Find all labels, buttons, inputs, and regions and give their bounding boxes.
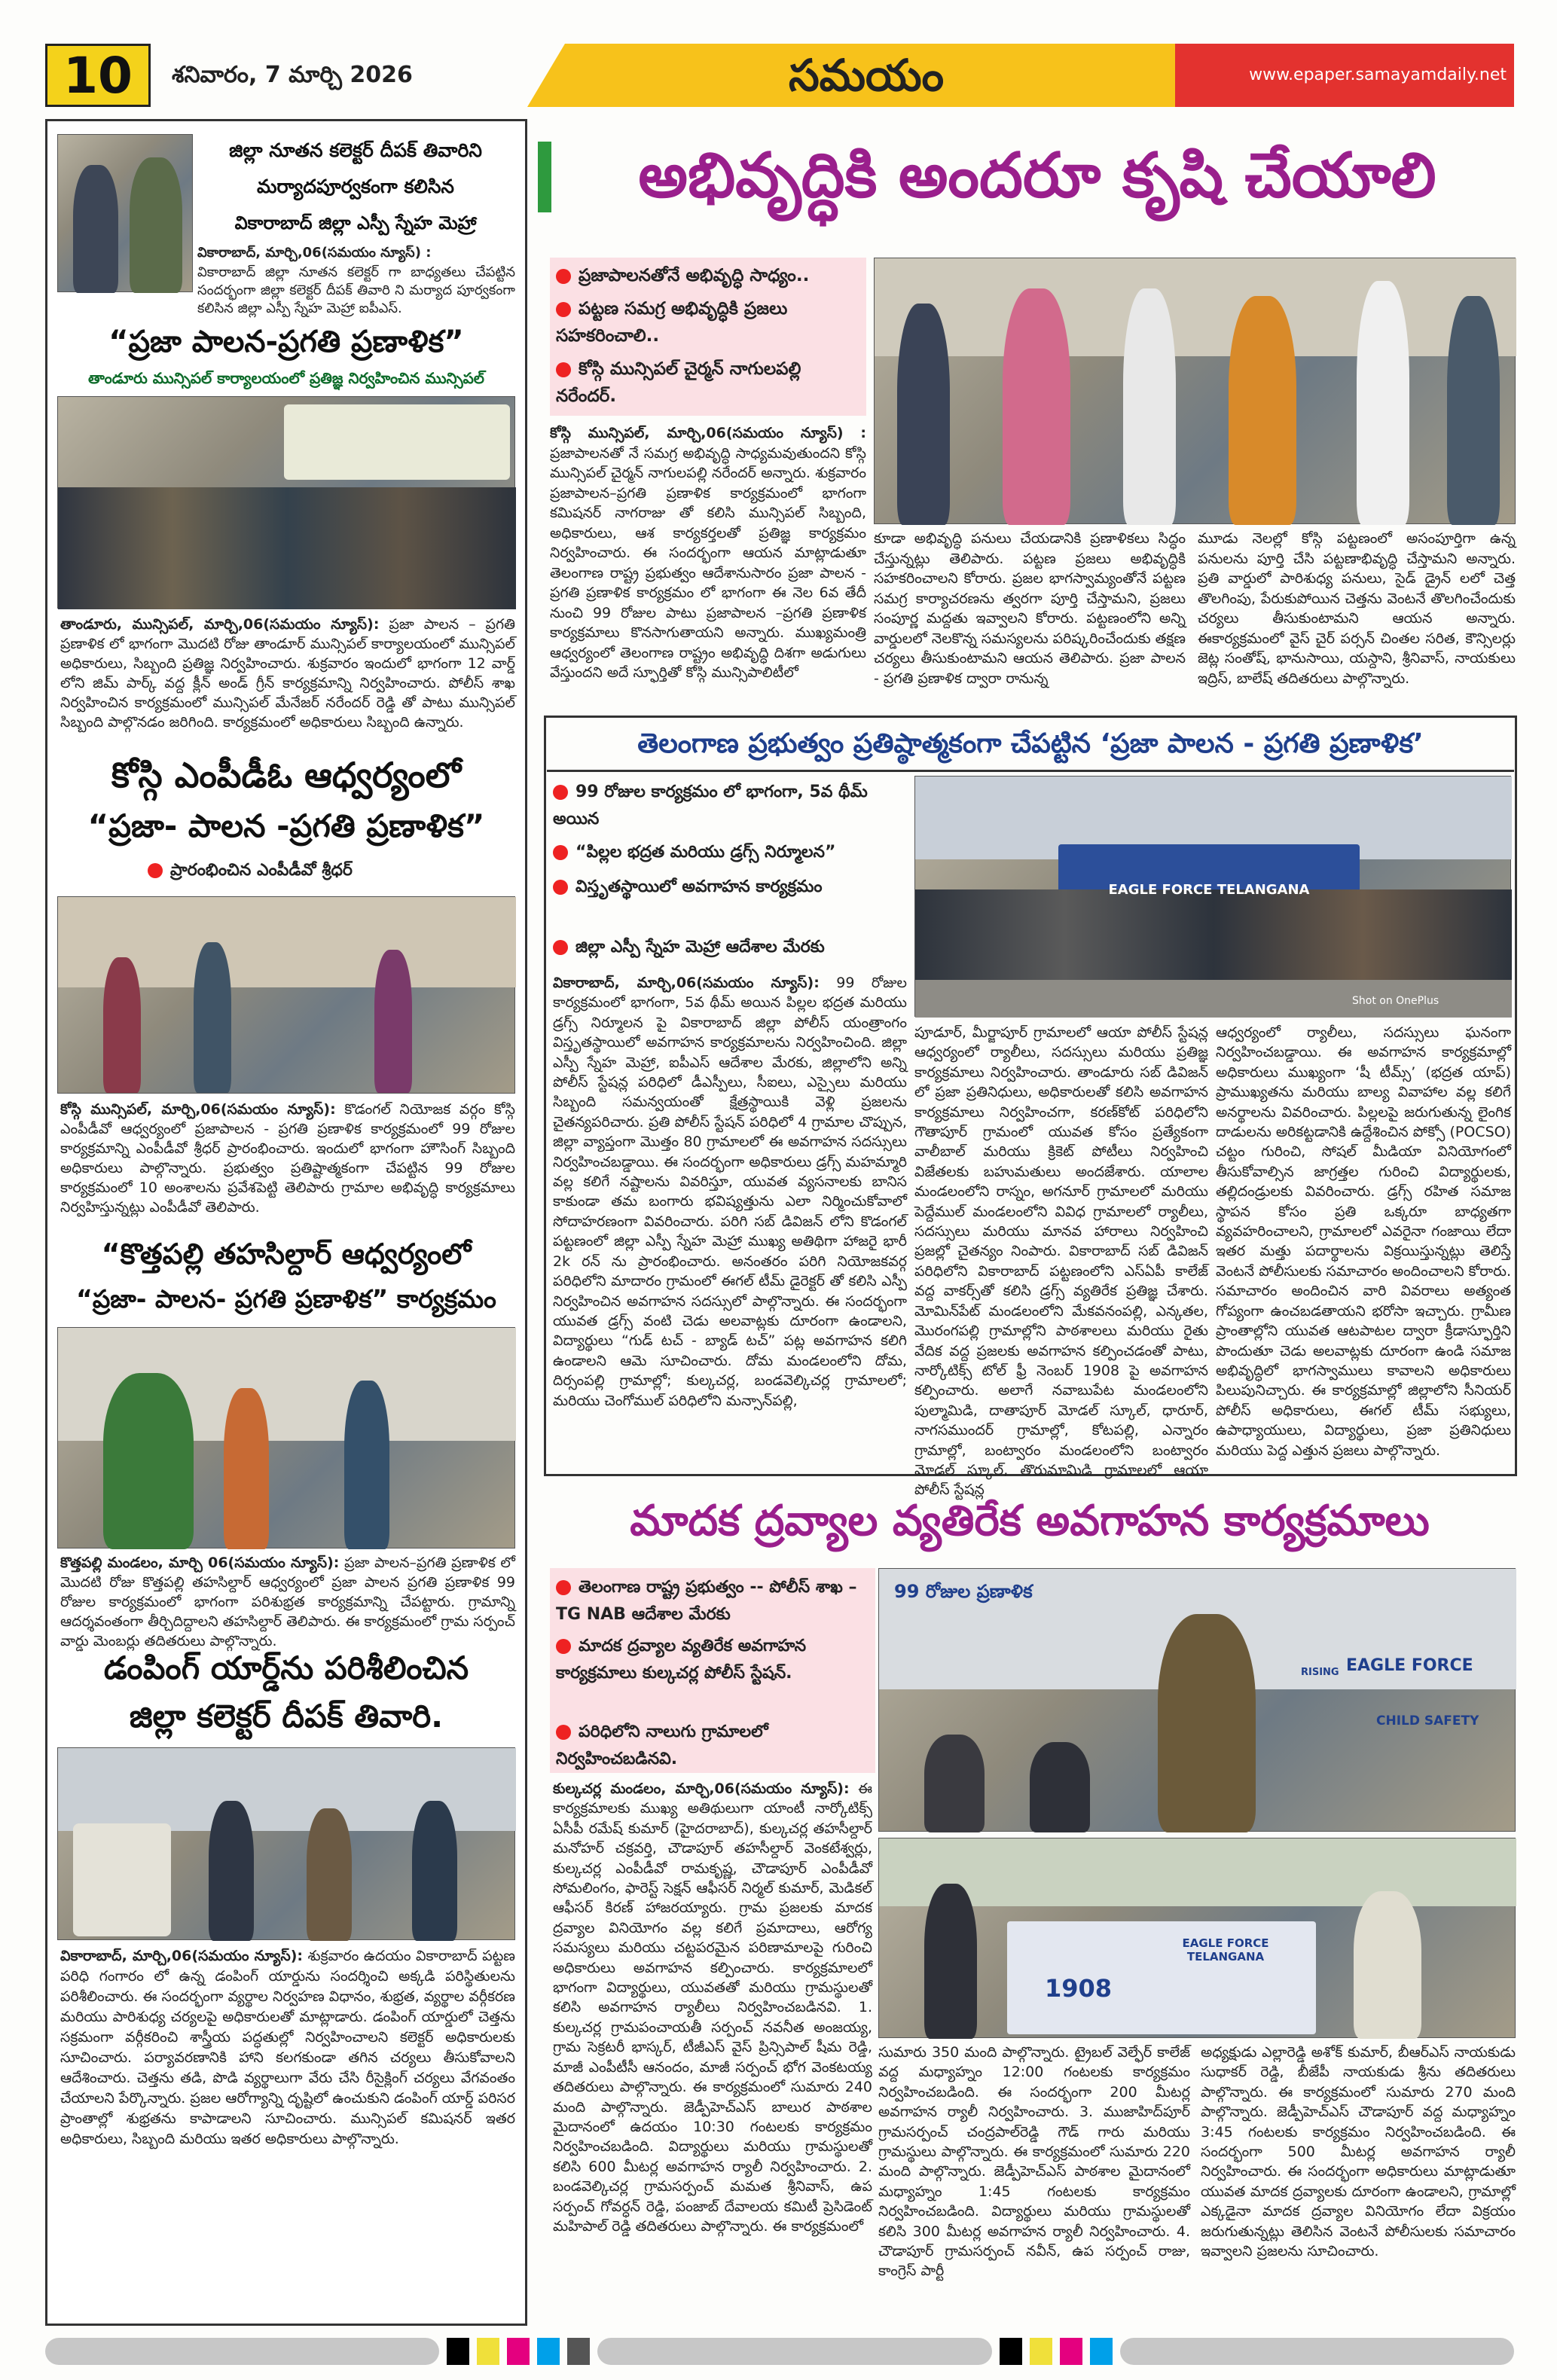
a3-photo-child-banner: CHILD SAFETY	[1376, 1713, 1479, 1729]
registration-gray-pill	[45, 2338, 439, 2365]
a2-photo-rally	[914, 776, 1511, 1017]
bullet-dot-icon	[553, 880, 568, 895]
a3-bullet-1	[556, 1574, 872, 1630]
bullet-dot-icon	[553, 785, 568, 800]
bullet-dot-icon	[553, 845, 568, 860]
registration-gray-pill-3	[1120, 2338, 1514, 2365]
s2-body	[60, 615, 515, 755]
s3-bullet-text: ప్రారంభించిన ఎంపీడీవో శ్రీధర్	[170, 861, 353, 880]
a1-bullet-3-text: కోస్గి మున్సిపల్ చైర్మన్ నాగులపల్లి నరేందర్.	[556, 359, 801, 406]
bullet-dot-icon	[553, 940, 568, 955]
a2-bullet-4	[553, 934, 907, 964]
newspaper-brand: సమయం	[788, 50, 945, 101]
a3-bullet-2-text: మాదక ద్రవ్యాల వ్యతిరేక అవగాహన కార్యక్రమాలు కుల్కచర్ల పోలీస్ స్టేషన్.	[556, 1637, 807, 1683]
bullet-dot-icon	[556, 302, 571, 317]
s2-title: “ప్రజా పాలన-ప్రగతి ప్రణాళిక”	[108, 325, 464, 359]
bullet-dot-icon	[556, 269, 571, 284]
a3-photo-top-banner: 99 రోజుల ప్రణాళిక	[894, 1581, 1033, 1602]
s3-body-text: కొడంగల్ నియోజక వర్గం కోస్గి ఎంపీడీవో ఆధ్వర్యంలో ప్రజాపాలన - ప్రగతి ప్రణాళిక కార్యక్రమంలో 99 రోజుల కార్యక్రమాన్ని ఎంపీడీవో శ్రీధర్ ప్రారంభించారు. ఇందులో భాగంగా హౌసింగ్ సిబ్బంది అధికారులు పాల్గొన్నారు. ప్రభుత్వం ప్రతిష్టాత్మకంగా చేపట్టిన 99 రోజుల కార్యక్రమంలో 10 అంశాలను ప్రవేశపెట్టి తెలిపారు గ్రామాల అభివృద్ధి కార్యక్రమాలు నిర్వహిస్తున్నట్లు ఎంపీడీవో తెలిపారు.	[60, 1101, 516, 1216]
a3-dateline: కుల్కచర్ల మండలం, మార్చి,06(సమయం న్యూస్):	[553, 1780, 850, 1797]
a1-bullet-3	[556, 355, 865, 411]
s4-title-line2: “ప్రజా- పాలన- ప్రగతి ప్రణాళిక” కార్యక్రమం	[76, 1284, 496, 1314]
a2-headline: తెలంగాణ ప్రభుత్వం ప్రతిష్ఠాత్మకంగా చేపట్టిన ‘ప్రజా పాలన - ప్రగతి ప్రణాళిక’	[637, 728, 1424, 759]
a2-bullet-2-text: “పిల్లల భద్రత మరియు డ్రగ్స్ నిర్మూలన”	[575, 843, 836, 862]
a2-divider	[547, 770, 1514, 772]
registration-black	[447, 2338, 469, 2365]
header-band-slant	[527, 44, 565, 107]
a3-photo-bottom-banner: EAGLE FORCE TELANGANA	[1182, 1936, 1269, 1964]
s2-subtitle: తాండూరు మున్సిపల్ కార్యాలయంలో ప్రతిజ్ఞ నిర్వహించిన మున్సిపల్	[88, 369, 484, 387]
s3-title-line2: “ప్రజా- పాలన -ప్రగతి ప్రణాళిక”	[87, 807, 485, 844]
s3-body	[60, 1100, 515, 1229]
bullet-dot-icon	[556, 362, 571, 377]
a3-bullet-3-text: పరిధిలోని నాలుగు గ్రామాలలో నిర్వహించబడినవి.	[556, 1722, 768, 1768]
a2-column-1	[553, 973, 907, 1469]
a1-bullet-1	[556, 262, 865, 292]
s1-dateline: వికారాబాద్, మార్చి,06(సమయం న్యూస్) :	[197, 245, 432, 261]
a2-bullet-3-text: విస్తృతస్థాయిలో అవగాహన కార్యక్రమం	[575, 877, 823, 896]
a3-photo-group	[878, 1838, 1516, 2038]
issue-date: శనివారం, 7 మార్చి 2026	[172, 62, 413, 88]
s4-title-line1: “కొత్తపల్లి తహసిల్దార్ ఆధ్వర్యంలో	[101, 1237, 472, 1271]
s4-dateline: కొత్తపల్లి మండలం, మార్చి 06(సమయం న్యూస్):	[60, 1555, 340, 1571]
a3-photo-rising-banner: RISING	[1301, 1667, 1339, 1678]
a3-column-3: అధ్యక్షుడు ఎల్లారెడ్డి అశోక్ కుమార్, బీఆర్ఎస్ నాయకుడు సుధాకర్ రెడ్డి, బీజేపీ నాయకుడు శ్రీను తదితరులు పాల్గొన్నారు. ఈ కార్యక్రమంలో సుమారు 270 మంది పాల్గొన్నారు. జెడ్పీహెచ్ఎస్ చౌడాపూర్ వద్ద మధ్యాహ్నం 3:45 గంటలకు కార్యక్రమం నిర్వహించబడింది. ఈ సందర్భంగా 500 మీటర్ల అవగాహన ర్యాలీ నిర్వహించారు. ఈ సందర్భంగా అధికారులు మాట్లాడుతూ యువత మాదక ద్రవ్యాలకు దూరంగా ఉండాలని, గ్రామాల్లో ఎక్కడైనా మాదక ద్రవ్యాల వినియోగం లేదా విక్రయం జరుగుతున్నట్లు తెలిసిన వెంటనే పోలీసులకు సమాచారం ఇవ్వాలని ప్రజలను సూచించారు.	[1201, 2044, 1516, 2260]
dumping-yard-photo	[57, 1747, 515, 1940]
s1-title-line2: మర్యాదపూర్వకంగా కలిసిన	[257, 175, 454, 197]
a3-column-2: సుమారు 350 మంది పాల్గొన్నారు. ట్రైబల్ వెల్ఫేర్ కాలేజ్ వద్ద మధ్యాహ్నం 12:00 గంటలకు కార్యక్రమం నిర్వహించబడింది. ఈ సందర్భంగా 200 మీటర్ల అవగాహన ర్యాలీ నిర్వహించారు. 3. ముజాహిద్‌పూర్ గ్రామసర్పంచ్ చంద్రపాల్‌రెడ్డి గౌడ్ గారు మరియు గ్రామస్థులు పాల్గొన్నారు. ఈ కార్యక్రమంలో సుమారు 220 మంది పాల్గొన్నారు. జెడ్పీహెచ్ఎస్ పాఠశాల మైదానంలో మధ్యాహ్నం 1:45 గంటలకు కార్యక్రమం నిర్వహించబడింది. విద్యార్థులు మరియు గ్రామస్థులతో కలిసి 300 మీటర్ల అవగాహన ర్యాలీ నిర్వహించారు. 4. చౌడాపూర్ గ్రామసర్పంచ్ నవీన్, ఉప సర్పంచ్ రాజు, కాంగ్రెస్ పార్టీ	[878, 2044, 1190, 2280]
s4-body	[60, 1553, 515, 1651]
a3-photo-speaker	[878, 1568, 1516, 1832]
a3-bullet-2	[556, 1633, 872, 1717]
a2-photo-stamp: Shot on OnePlus	[1352, 995, 1439, 1007]
main-headline: అభివృద్ధికి అందరూ కృషి చేయాలి	[638, 140, 1436, 212]
a2-bullet-4-text: జిల్లా ఎస్పీ స్నేహ మెహ్రా ఆదేశాల మేరకు	[575, 938, 825, 957]
s5-title-line1: డంపింగ్ యార్డ్‌ను పరిశీలించిన	[103, 1649, 469, 1686]
a1-column-2: కూడా అభివృద్ధి పనులు చేయడానికి ప్రణాళికలు సిద్ధం చేస్తున్నట్లు తెలిపారు. పట్టణ ప్రజలు అభివృద్ధికి సహకరించాలని కోరారు. ప్రజల భాగస్వామ్యంతోనే పట్టణ సమగ్ర కార్యాచరణను త్వరగా పూర్తి చేస్తామని, ప్రజలు సంపూర్ణ మద్దతు ఇవ్వాలని కోరారు. పట్టణంలోని అన్ని వార్డులలో నెలకొన్న సమస్యలను పరిష్కరించేందుకు తక్షణ చర్యలు తీసుకుంటామని ఆయన తెలిపారు. ప్రజా పాలన - ప్రగతి ప్రణాళిక ద్వారా రానున్న	[874, 530, 1186, 687]
a3-bullet-3	[556, 1719, 872, 1774]
a1-bullet-2-text: పట్టణ సమగ్ర అభివృద్ధికి ప్రజలు సహకరించాలి..	[556, 299, 788, 346]
bullet-dot-icon	[556, 1725, 571, 1740]
print-registration-bar	[45, 2338, 1514, 2365]
a3-column-1	[553, 1779, 872, 2315]
s1-body: వికారాబాద్ జిల్లా నూతన కలెక్టర్ గా బాధ్యతలు చేపట్టిన సందర్భంగా జిల్లా కలెక్టర్ దీపక్ తివారి ని మర్యాద పూర్వకంగా కలిసిన జిల్లా ఎస్పీ స్నేహ మెహ్రా ఐపీఎస్.	[197, 264, 515, 316]
a2-bullet-3	[553, 874, 907, 931]
a2-photo-banner: EAGLE FORCE TELANGANA	[1108, 882, 1310, 898]
a2-bullet-2	[553, 839, 907, 869]
s2-body-text: ప్రజా పాలన – ప్రగతి ప్రణాళిక లో భాగంగా మొదటి రోజు తాండూర్ మున్సిపల్ కార్యాలయంలో మున్సిపల్ అధికారులు, సిబ్బంది ప్రతిజ్ఞ నిర్వహించారు. శుక్రవారం ఇందులో భాగంగా 12 వార్డ్ లోని జిమ్ పార్క్ వద్ద క్లీన్ అండ్ గ్రీన్ కార్యక్రమాన్ని నిర్వహించారు. పోలీస్ శాఖ నిర్వహించిన కార్యక్రమంలో మున్సిపల్ మేనేజర్ నరేందర్ రెడ్డి తో పాటు మున్సిపల్ సిబ్బంది పాల్గొనడం జరిగింది. కార్యక్రమంలో అధికారులు సిబ్బంది ఉన్నారు.	[60, 616, 515, 731]
registration-gray	[567, 2338, 590, 2365]
a2-column-2: పూడూర్, మీర్జాపూర్ గ్రామాలలో ఆయా పోలీస్ స్టేషన్ల ఆధ్వర్యంలో ర్యాలీలు, సదస్సులు మరియు ప్రతిజ్ఞ కార్యక్రమాలు నిర్వహించారు. తాండూరు సబ్ డివిజన్ లో ప్రజా ప్రతినిధులు, అధికారులతో కలిసి అవగాహన కార్యక్రమాలు నిర్వహించగా, కరణ్‌కోట్ పరిధిలోని గౌతాపూర్ గ్రామంలో యువత కోసం ప్రత్యేకంగా వాలీబాల్ మరియు క్రికెట్ పోటీలు నిర్వహించి విజేతలకు బహుమతులు అందజేశారు. యాలాల మండలంలోని రాస్నం, అగనూర్ గ్రామాలలో మరియు పెద్దేముల్ మండలంలోని వివిధ గ్రామాలలో ర్యాలీలు, సదస్సులు మరియు మానవ హారాలు నిర్వహించి ప్రజల్లో చైతన్యం నింపారు. వికారాబాద్ సబ్ డివిజన్ పరిధిలోని వికారాబాద్ పట్టణంలోని ఎస్ఏపీ కాలేజ్ వద్ద వాకర్స్‌తో కలిసి డ్రగ్స్ వ్యతిరేక ప్రతిజ్ఞ చేశారు. మోమిన్‌పేట్ మండలంలోని మేకవనంపల్లి, ఎన్కతల, మొరంగపల్లి గ్రామాల్లోని పాఠశాలలు మరియు రైతు వేదిక వద్ద ప్రజలకు అవగాహన కల్పించడంతో పాటు, నార్కోటిక్స్ టోల్ ఫ్రీ నెంబర్ 1908 పై అవగాహన కల్పించారు. అలాగే నవాబుపేట మండలంలోని పుల్మామిడి, దాతాపూర్ మోడల్ స్కూల్, ధారూర్, నాగసముందర్ గ్రామాల్లో, కోటపల్లి, ఎన్నారం గ్రామాల్లో, బంట్వారం మండలంలోని బంట్వారం మోడల్ స్కూల్, తొరుమామిడి గ్రామాలలో ఆయా పోలీస్ స్టేషన్ల	[914, 1024, 1208, 1499]
a2-column-3: ఆధ్వర్యంలో ర్యాలీలు, సదస్సులు ఘనంగా నిర్వహించబడ్డాయి. ఈ అవగాహన కార్యక్రమాల్లో అధికారులు ముఖ్యంగా ‘షీ టీమ్స్’ (భద్రత యాప్) ప్రాముఖ్యతను మరియు బాల్య వివాహాల వల్ల కలిగే అనర్థాలను వివరించారు. పిల్లలపై జరుగుతున్న లైంగిక దాడులను అరికట్టడానికి ఉద్దేశించిన పోక్సో (POCSO) చట్టం గురించి, సోషల్ మీడియా వినియోగంలో తీసుకోవాల్సిన జాగ్రత్తల గురించి విద్యార్థులకు, తల్లిదండ్రులకు వివరించారు. డ్రగ్స్ రహిత సమాజ స్థాపన కోసం ప్రతి ఒక్కరూ బాధ్యతగా వ్యవహరించాలని, గ్రామాలలో ఎవరైనా గంజాయి లేదా ఇతర మత్తు పదార్థాలను విక్రయిస్తున్నట్లు తెలిస్తే వెంటనే పోలీసులకు సమాచారం అందించాలని కోరారు. సమాచారం అందించిన వారి వివరాలు అత్యంత గోప్యంగా ఉంచబడతాయని భరోసా ఇచ్చారు. గ్రామీణ ప్రాంతాల్లోని యువత ఆటపాటల ద్వారా క్రీడాస్ఫూర్తిని పొందుతూ చెడు అలవాట్లకు దూరంగా ఉండి సమాజ అభివృద్ధిలో భాగస్వాములు కావాలని అధికారులు పిలుపునిచ్చారు. ఈ కార్యక్రమాల్లో జిల్లాలోని సీనియర్ పోలీస్ అధికారులు, ఈగల్ టీమ్ సభ్యులు, ఉపాధ్యాయులు, విద్యార్థులు, ప్రజా ప్రతినిధులు మరియు పెద్ద ఎత్తున ప్రజలు పాల్గొన్నారు.	[1216, 1024, 1511, 1459]
headline-accent-bar	[538, 142, 551, 212]
registration-cyan	[537, 2338, 560, 2365]
registration-cyan-2	[1090, 2338, 1113, 2365]
a1-dateline: కోస్గి మున్సిపల్, మార్చి,06(సమయం న్యూస్) :	[550, 425, 866, 441]
page-number: 10	[45, 44, 151, 107]
a3-bullet-1-text: తెలంగాణ రాష్ట్ర ప్రభుత్వం -- పోలీస్ శాఖ – TG NAB ఆదేశాల మేరకు	[556, 1578, 857, 1624]
a3-col1-text: ఈ కార్యక్రమాలకు ముఖ్య అతిథులుగా యాంటీ నార్కోటిక్స్ ఏసీపీ రమేష్ కుమార్ (హైదరాబాద్), కుల్కచర్ల తహసీల్దార్ మనోహర్ చక్రవర్తి, చౌడాపూర్ తహసీల్దార్ వెంకటేశ్వర్లు, కుల్కచర్ల ఎంపీడీవో రామకృష్ణ, చౌడాపూర్ ఎంపీడీవో సోమలింగం, ఫారెస్ట్ సెక్షన్ ఆఫీసర్ నిర్మల్ కుమార్, మెడికల్ ఆఫీసర్ కిరణ్ హాజరయ్యారు. గ్రామ ప్రజలకు మాదక ద్రవ్యాల వినియోగం వల్ల కలిగే ప్రమాదాలు, ఆరోగ్య సమస్యలు మరియు చట్టపరమైన పరిణామాలపై గురించి అధికారులు అవగాహన కల్పించారు. కార్యక్రమాలలో భాగంగా విద్యార్థులు, యువతతో మరియు గ్రామస్థులతో కలిసి అవగాహన ర్యాలీలు నిర్వహించబడినవి. 1. కుల్కచర్ల గ్రామపంచాయతీ సర్పంచ్ నవనీత అంజయ్య, గ్రామ సెక్రటరీ భాస్కర్, టీజీఎస్ వైస్ ప్రిన్సిపాల్ షీమ రెడ్డి, మాజీ ఎంపీటీసీ ఆనందం, మాజీ సర్పంచ్ భోగ వెంకటయ్య తదితరులు పాల్గొన్నారు. ఈ కార్యక్రమంలో సుమారు 240 మంది పాల్గొన్నారు. జెడ్పీహెచ్ఎస్ బాలుర పాఠశాల మైదానంలో ఉదయం 10:30 గంటలకు కార్యక్రమం నిర్వహించబడింది. విద్యార్థులు మరియు గ్రామస్థులతో కలిసి 600 మీటర్ల అవగాహన ర్యాలీ నిర్వహించారు. 2. బండవెల్కిచర్ల గ్రామసర్పంచ్ మమత శ్రీనివాస్, ఉప సర్పంచ్ గోవర్ధన్ రెడ్డి, పంజాబ్ దేవాలయ కమిటీ ప్రెసిడెంట్ మహిపాల్ రెడ్డి తదితరులు పాల్గొన్నారు. ఈ కార్యక్రమంలో	[553, 1780, 872, 2235]
pledge-photo	[57, 396, 515, 609]
registration-gray-pill-2	[597, 2338, 991, 2365]
a1-bullet-1-text: ప్రజాపాలనతోనే అభివృద్ధి సాధ్యం..	[579, 266, 810, 285]
a3-photo-helpline: 1908	[1045, 1974, 1113, 2003]
a2-dateline: వికారాబాద్, మార్చి,06(సమయం న్యూస్):	[553, 975, 820, 991]
bullet-dot-icon	[556, 1580, 571, 1595]
bullet-dot-icon	[148, 863, 163, 878]
a2-bullet-1-text: 99 రోజుల కార్యక్రమం లో భాగంగా, 5వ థీమ్ అయిన	[553, 783, 868, 828]
a1-column-3: మూడు నెలల్లో కోస్గి పట్టణంలో అసంపూర్తిగా ఉన్న పనులను పూర్తి చేసి పట్టణాభివృద్ధి చేస్తామని అన్నారు. ప్రతి వార్డులో పారిశుధ్య పనులు, సైడ్ డ్రైన్ లలో చెత్త తొలగింపు, పేరుకుపోయిన చెత్తను వెంటనే తొలగించేందుకు చర్యలు తీసుకుంటామని ఆయన అన్నారు. ఈకార్యక్రమంలో వైస్ చైర్ పర్సన్ చింతల సరిత, కౌన్సిలర్లు జెట్ల సంతోష్, భానుసాయి, యస్దాని, శ్రీనివాస్, నాయకులు ఇద్రిస్, బాలేష్ తదితరులు పాల్గొన్నారు.	[1198, 530, 1516, 687]
a1-col1-text: ప్రజాపాలనతో నే సమగ్ర అభివృద్ధి సాధ్యమవుతుందని కోస్గి మున్సిపల్ చైర్మన్ నాగులపల్లి నరేందర్ అన్నారు. శుక్రవారం ప్రజాపాలన–ప్రగతి ప్రణాళిక కార్యక్రమంలో భాగంగా కమిషనర్ నాగరాజు తో కలిసి మున్సిపల్ సిబ్బంది, అధికారులు, ఆశ కార్యకర్తలతో ప్రతిజ్ఞ కార్యక్రమం నిర్వహించారు. ఈ సందర్భంగా ఆయన మాట్లాడుతూ తెలంగాణ రాష్ట్ర ప్రభుత్వం ఆదేశానుసారం ప్రజా పాలన - ప్రగతి ప్రణాళిక కార్యక్రమం లో భాగంగా ఈ నెల 6వ తేదీ నుంచి 99 రోజుల పాటు ప్రజాపాలన –ప్రగతి ప్రణాళిక కార్యక్రమాలు కొనసాగుతాయని అన్నారు. ముఖ్యమంత్రి ఆధ్వర్యంలో తెలంగాణ రాష్ట్రం అభివృద్ధి దిశగా అడుగులు వేస్తుందని అదే స్ఫూర్తితో కోస్గి మున్సిపాలిటీలో	[550, 444, 866, 681]
bullet-dot-icon	[556, 1639, 571, 1654]
registration-yellow	[477, 2338, 499, 2365]
s4-body-text: ప్రజా పాలన–ప్రగతి ప్రణాళిక లో మొదటి రోజు కొత్తపల్లి తహసిల్దార్ ఆధ్వర్యంలో ప్రజా పాలన ప్రగతి ప్రణాళిక 99 రోజుల కార్యక్రమంలో భాగంగా పరిశుభ్రత కార్యక్రమాన్ని చేపట్టారు. గ్రామాన్ని ఆదర్శవంతంగా తీర్చిదిద్దాలని తహసిల్దార్ తెలిపారు. ఈ కార్యక్రమంలో గ్రామ సర్పంచ్ వార్డు మెంబర్లు తదితరులు పాల్గొన్నారు.	[60, 1555, 515, 1649]
s5-body	[60, 1946, 515, 2315]
s1-title-line1: జిల్లా నూతన కలెక్టర్ దీపక్ తివారిని	[229, 139, 482, 161]
s5-title-line2: జిల్లా కలెక్టర్ దీపక్ తివారి.	[129, 1698, 444, 1735]
s3-dateline: కోస్గి మున్సిపల్, మార్చి,06(సమయం న్యూస్):	[60, 1101, 336, 1118]
s3-title-line1: కోస్గి ఎంపీడీఓ ఆధ్వర్యంలో	[111, 755, 462, 795]
kothapalli-photo	[57, 1327, 515, 1549]
registration-magenta-2	[1060, 2338, 1082, 2365]
s1-title-line3: వికారాబాద్ జిల్లా ఎస్పీ స్నేహ మెహ్రా	[234, 212, 477, 233]
s5-dateline: వికారాబాద్, మార్చి,06(సమయం న్యూస్):	[60, 1948, 304, 1964]
cleaning-photo	[57, 896, 515, 1094]
a1-photo-cleaning-drive	[874, 258, 1516, 524]
s3-bullet	[148, 857, 464, 887]
a3-headline: మాదక ద్రవ్యాల వ్యతిరేక అవగాహన కార్యక్రమాలు	[630, 1497, 1430, 1545]
s5-body-text: శుక్రవారం ఉదయం వికారాబాద్ పట్టణ పరిధి గంగారం లో ఉన్న డంపింగ్ యార్డును సందర్శించి అక్కడి పరిస్థితులను పరిశీలించారు. ఈ సందర్భంగా వ్యర్థాల నిర్వహణ విధానం, శుభ్రత, వ్యర్థాల వర్గీకరణ మరియు పారిశుధ్య చర్యలపై అధికారులతో మాట్లాడారు. డంపింగ్ యార్డులో చెత్తను సక్రమంగా వర్గీకరించి శాస్త్రీయ పద్ధతుల్లో నిర్వహించాలని కలెక్టర్ అధికారులకు సూచించారు. పర్యావరణానికి హాని కలగకుండా తగిన చర్యలు తీసుకోవాలని ఆదేశించారు. చెత్తను తడి, పొడి వ్యర్థాలుగా వేరు చేసి రీసైక్లింగ్ చర్యలు వేగవంతం చేయాలని పేర్కొన్నారు. ప్రజల ఆరోగ్యాన్ని దృష్టిలో ఉంచుకుని డంపింగ్ యార్డ్ పరిసర ప్రాంతాల్లో శుభ్రతను కాపాడాలని సూచించారు. మున్సిపల్ కమిషనర్ ఇతర అధికారులు, సిబ్బంది మరియు ఇతర అధికారులు పాల్గొన్నారు.	[60, 1948, 515, 2147]
a2-col1-text: 99 రోజుల కార్యక్రమంలో భాగంగా, 5వ థీమ్ అయిన పిల్లల భద్రత మరియు డ్రగ్స్ నిర్మూలన పై వికారాబాద్ జిల్లా పోలీస్ యంత్రాంగం విస్తృతస్థాయిలో అవగాహన కార్యక్రమాలను నిర్వహించింది. జిల్లా ఎస్పీ స్నేహ మెహ్రా, ఐపీఎస్ ఆదేశాల మేరకు, జిల్లాలోని అన్ని పోలీస్ స్టేషన్ల పరిధిలో డీఎస్పీలు, సీఐలు, ఎస్సైలు మరియు సిబ్బంది సమన్వయంతో క్షేత్రస్థాయికి వెళ్లి ప్రజలను చైతన్యపరిచారు. ప్రతి పోలీస్ స్టేషన్ పరిధిలో 4 గ్రామాల చొప్పున, జిల్లా వ్యాప్తంగా మొత్తం 80 గ్రామాలలో ఈ అవగాహన సదస్సులు నిర్వహించబడ్డాయి. ఈ సందర్భంగా అధికారులు డ్రగ్స్ మహమ్మారి వల్ల కలిగే నష్టాలను వివరిస్తూ, యువత వ్యసనాలకు బానిస కాకుండా తమ బంగారు భవిష్యత్తును ఎలా నిర్మించుకోవాలో సోదాహరణంగా వివరించారు. పరిగి సబ్ డివిజన్ లోని కొడంగల్ పట్టణంలో జిల్లా ఎస్పీ స్నేహ మెహ్రా ముఖ్య అతిథిగా హాజరై భారీ 2k రన్ ను ప్రారంభించారు. అనంతరం పరిగి నియోజకవర్గ పరిధిలోని మాదారం గ్రామంలో ఈగల్ టీమ్ డైరెక్టర్ తో కలిసి ఎస్పీ నిర్వహించిన అవగాహన సదస్సులో పాల్గొన్నారు. ఈ సందర్భంగా యువత డ్రగ్స్ వంటి చెడు అలవాట్లకు దూరంగా ఉండాలని, విద్యార్థులు “గుడ్ టచ్ - బ్యాడ్ టచ్” పట్ల అవగాహన కలిగి ఉండాలని ఆమె సూచించారు. దోమ మండలంలోని దోమ, దిర్సంపల్లి గ్రామాల్లో; కుల్కచర్ల, బండవెల్కిచర్ల గ్రామాలలో; మరియు చెంగోముల్ పరిధిలోని మన్సాన్‌పల్లి,	[553, 975, 907, 1409]
a1-bullet-2	[556, 295, 865, 351]
epaper-url[interactable]: www.epaper.samayamdaily.net	[1249, 66, 1507, 84]
registration-magenta	[507, 2338, 530, 2365]
registration-yellow-2	[1030, 2338, 1052, 2365]
a1-column-1	[550, 423, 866, 708]
registration-black-2	[1000, 2338, 1022, 2365]
a2-bullet-1	[553, 779, 907, 836]
a3-photo-eagle-banner: EAGLE FORCE	[1346, 1656, 1473, 1675]
s2-dateline: తాండూరు, మున్సిపల్, మార్చి,06(సమయం న్యూస్):	[60, 616, 380, 633]
